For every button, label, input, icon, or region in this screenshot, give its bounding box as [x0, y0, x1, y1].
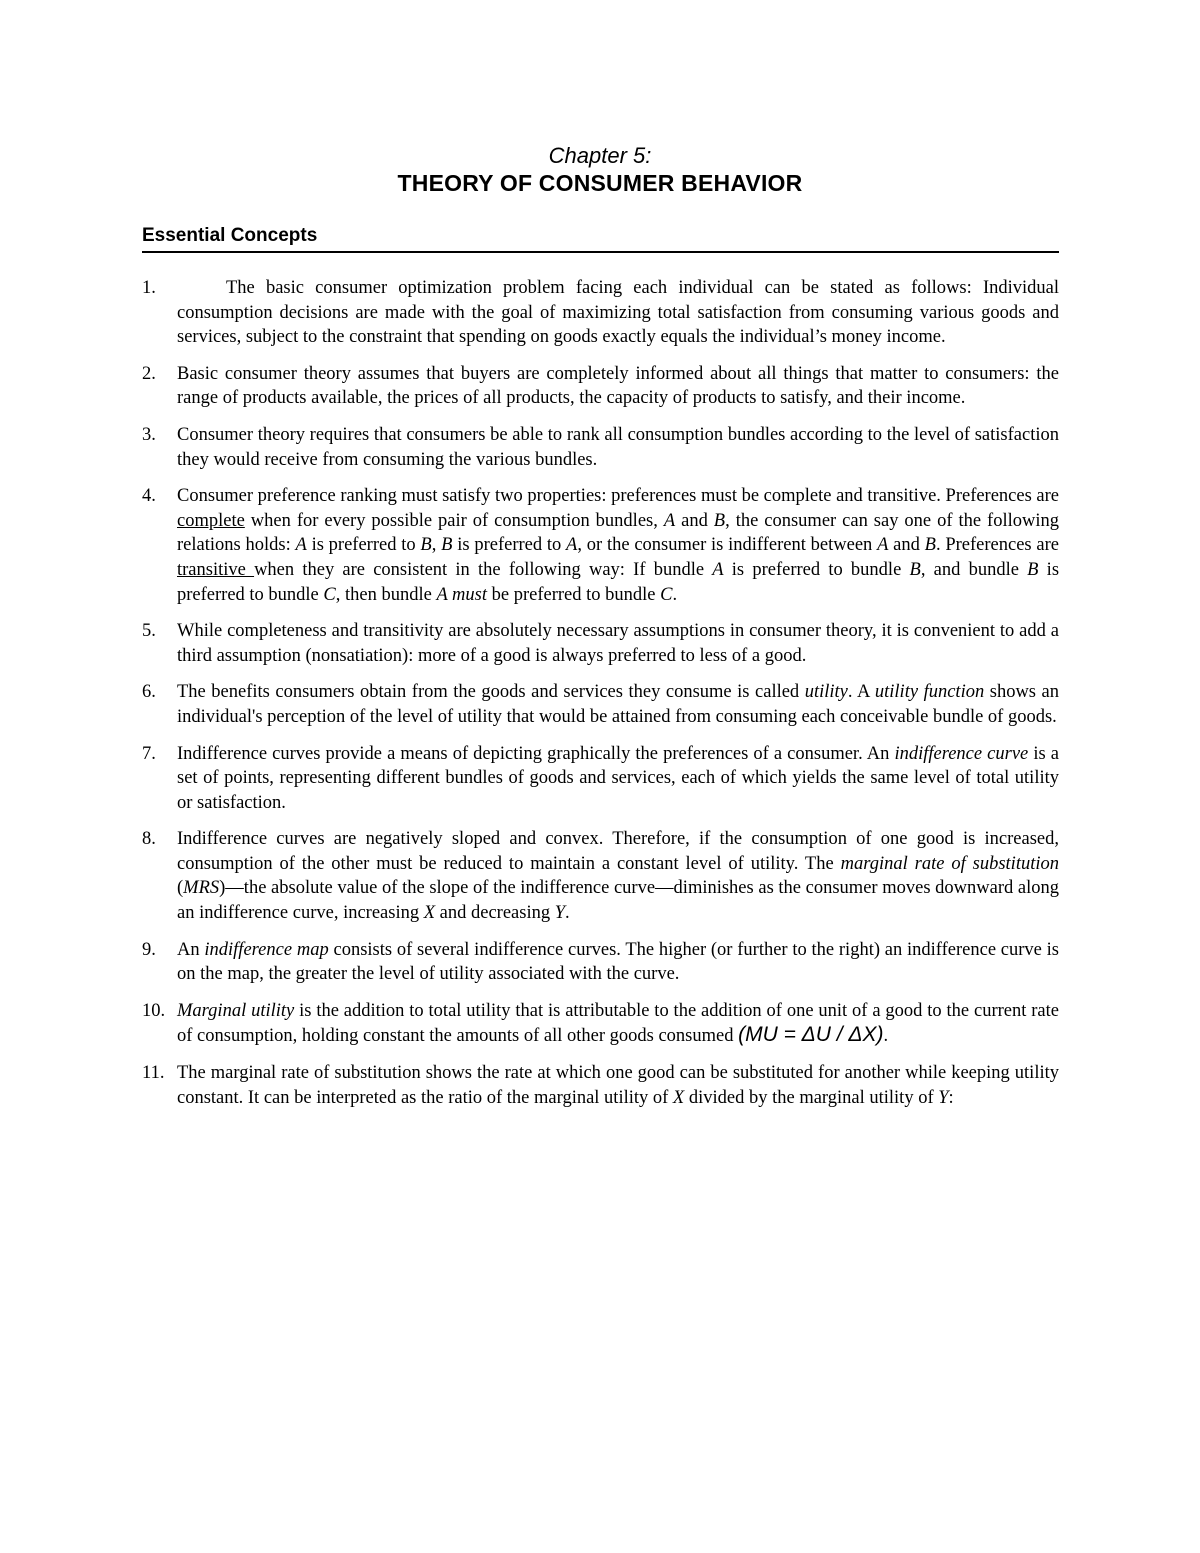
item-text: The benefits consumers obtain from the goods and services they consume is called utility. A utility function shows an individual's perception of the level of utility that would be attained from consuming each conceivable bundle of goods.	[177, 682, 1059, 727]
item-text: While completeness and transitivity are absolutely necessary assumptions in consumer theory, it is convenient to add a third assumption (nonsatiation): more of a good is always preferred to less of a good.	[177, 621, 1059, 666]
item-number: 10.	[142, 1000, 166, 1021]
term-complete: complete	[177, 510, 245, 531]
term-indifference-map: indifference map	[204, 939, 329, 960]
item-number: 11.	[142, 1063, 165, 1084]
term-indifference-curve: indifference curve	[894, 743, 1029, 764]
chapter-label: Chapter 5:	[548, 143, 652, 168]
chapter-title: THEORY OF CONSUMER BEHAVIOR	[397, 170, 803, 196]
list-item	[142, 1061, 1059, 1110]
item-text: An indifference map consists of several indifference curves. The higher (or further to the right) an indifference curve is on the map, the greater the level of utility associated with the curve.	[177, 939, 1059, 985]
item-number: 5.	[142, 621, 156, 642]
item-number: 6.	[142, 682, 156, 703]
term-mrs: marginal rate of substitution	[840, 853, 1059, 874]
list-item	[142, 999, 1059, 1049]
term-utility-function: utility function	[874, 682, 985, 703]
list-item	[142, 423, 1059, 472]
list-item	[142, 938, 1059, 987]
item-text: Marginal utility is the addition to total utility that is attributable to the addition of one unit of a good to the current rate of consumption, holding constant the amounts of all other goods consumed (MU = ΔU / ΔX).	[177, 1000, 1059, 1047]
item-number: 2.	[142, 363, 156, 384]
item-number: 3.	[142, 424, 156, 445]
item-text: The marginal rate of substitution shows the rate at which one good can be substituted for another while keeping utility constant. It can be interpreted as the ratio of the marginal utility of X divided by the marginal utility of Y:	[177, 1063, 1059, 1108]
list-item	[142, 742, 1059, 816]
term-marginal-utility: Marginal utility	[177, 1000, 295, 1021]
list-item	[142, 827, 1059, 925]
list-item	[142, 680, 1059, 729]
section-heading: Essential Concepts	[142, 225, 1059, 253]
item-number: 1.	[142, 278, 156, 298]
item-text: Consumer theory requires that consumers be able to rank all consumption bundles according to the level of satisfaction they would receive from consuming the various bundles.	[177, 424, 1059, 470]
item-number: 4.	[142, 486, 156, 507]
list-item	[142, 484, 1059, 607]
concepts-list	[142, 276, 1059, 1122]
list-item	[142, 619, 1059, 668]
item-text: Indifference curves provide a means of depicting graphically the preferences of a consumer. An indifference curve is a set of points, representing different bundles of goods and services, each of which yields the same level of total utility or satisfaction.	[177, 743, 1059, 813]
item-text: Basic consumer theory assumes that buyers are completely informed about all things that matter to consumers: the range of products available, the prices of all products, the capacity of products to satisfy, and their income.	[177, 363, 1059, 409]
list-item	[142, 276, 1059, 350]
list-item	[142, 362, 1059, 411]
term-transitive: transitive	[177, 559, 255, 580]
item-number: 9.	[142, 939, 156, 960]
formula-marginal-utility: (MU = ΔU / ΔX)	[738, 1023, 884, 1047]
term-utility: utility	[804, 682, 848, 703]
item-text: The basic consumer optimization problem facing each individual can be stated as follows: Individual consumption decisions are made with the goal of maximizing total satisfaction from consuming various goods and services, subject to the constraint that spending on goods exactly equals the individual’s money income.	[177, 278, 1059, 348]
item-number: 7.	[142, 743, 156, 764]
item-text: Indifference curves are negatively sloped and convex. Therefore, if the consumption of one good is increased, consumption of the other must be reduced to maintain a constant level of utility. The marginal rate of substitution (MRS)—the absolute value of the slope of the indifference curve—diminishes as the consumer moves downward along an indifference curve, increasing X and decreasing Y.	[177, 829, 1059, 924]
item-text: Consumer preference ranking must satisfy two properties: preferences must be complete and transitive. Preferences are complete when for every possible pair of consumption bundles, A and B, the consumer can say one of the following relations holds: A is preferred to B, B is preferred to A, or the consumer is indifferent between A and B. Preferences are transitive when they are consistent in the following way: If bundle A is preferred to bundle B, and bundle B is preferred to bundle C, then bundle A must be preferred to bundle C.	[177, 486, 1060, 605]
item-number: 8.	[142, 829, 156, 850]
